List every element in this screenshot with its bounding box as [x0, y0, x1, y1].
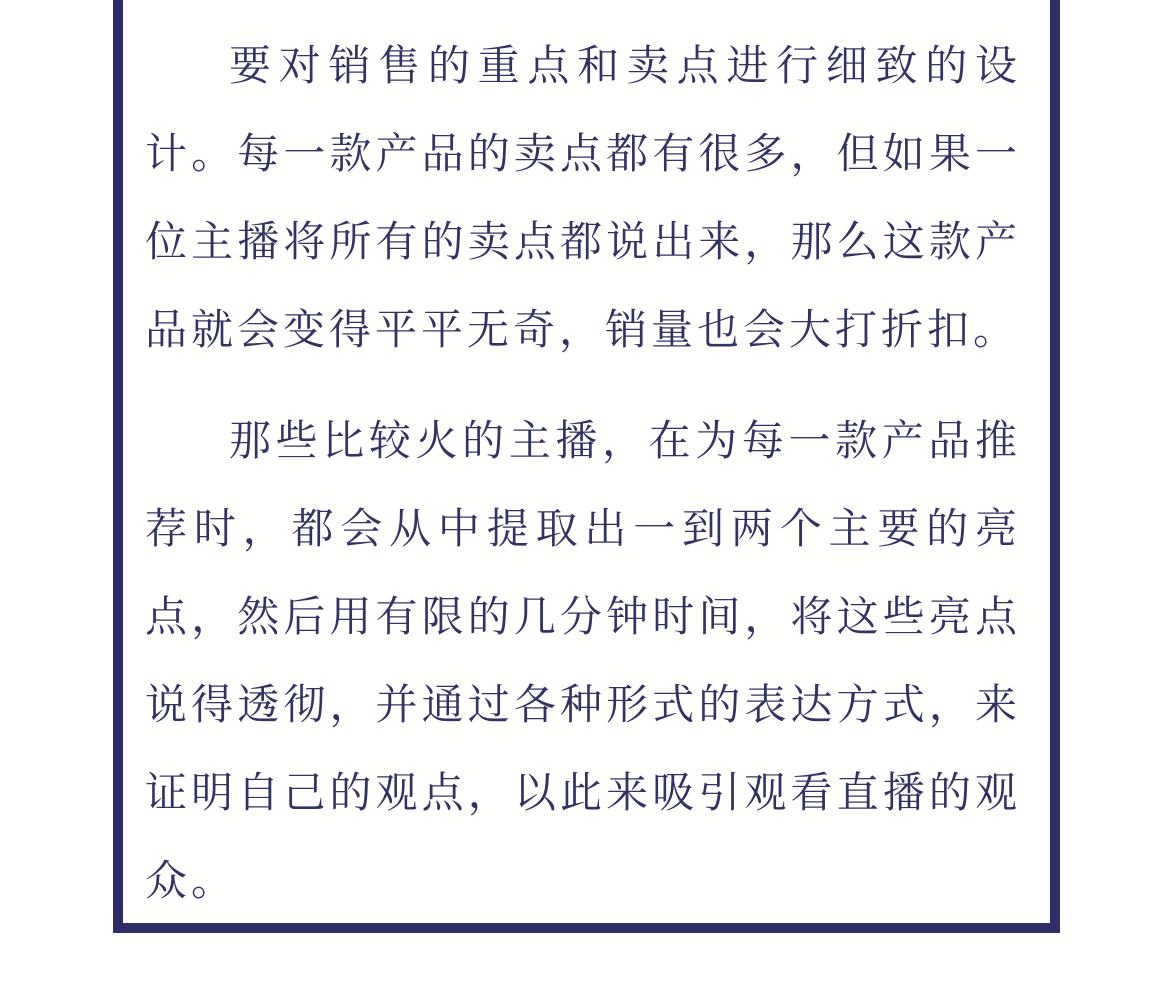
paragraph-popular-streamers: 那些比较火的主播，在为每一款产品推荐时，都会从中提取出一到两个主要的亮点，然后用有限的几分钟时间，将这些亮点说得透彻，并通过各种形式的表达方式，来证明自己的观点，以此来吸引观看直播的观众。: [145, 417, 1021, 904]
paragraph-selling-points: 要对销售的重点和卖点进行细致的设计。每一款产品的卖点都有很多，但如果一位主播将所有的卖点都说出来，那么这款产品就会变得平平无奇，销量也会大打折扣。: [145, 42, 1021, 353]
article-body: [145, 22, 1021, 925]
